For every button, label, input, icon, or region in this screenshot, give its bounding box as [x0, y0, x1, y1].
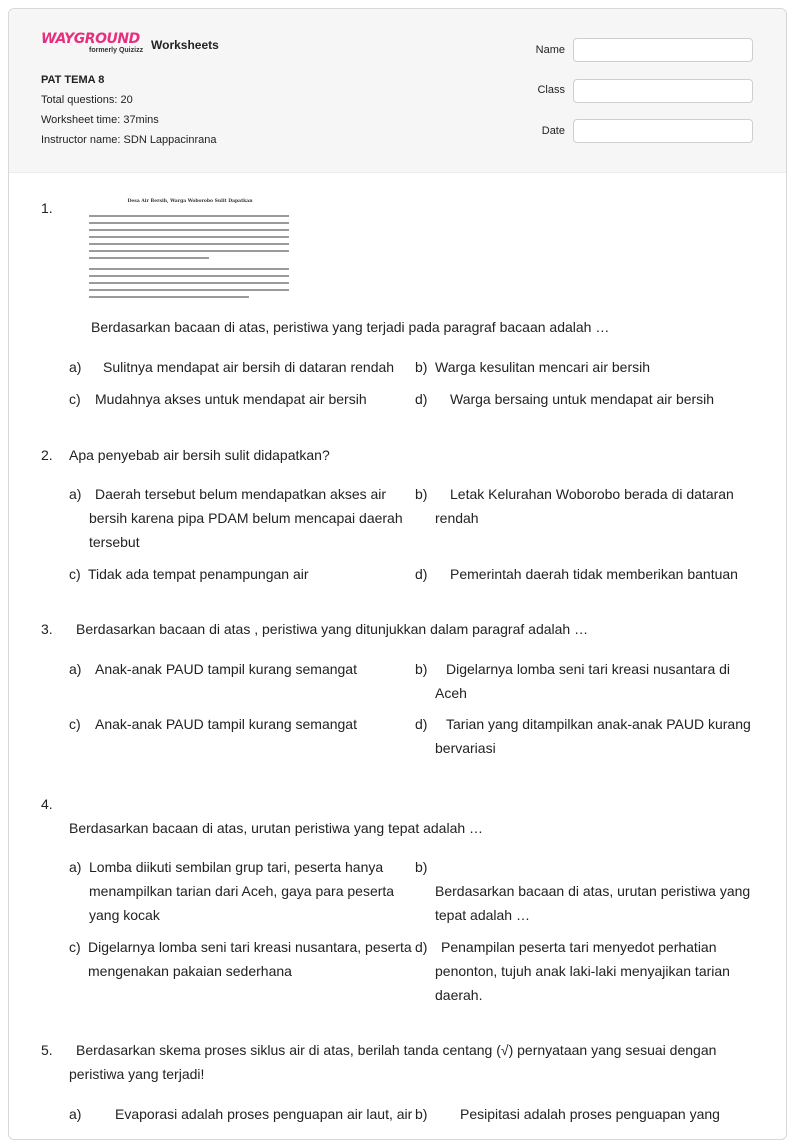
worksheet-page [8, 8, 787, 1140]
option-text: Aceh [435, 685, 467, 701]
passage-text-line [89, 268, 289, 270]
question-5 [9, 1038, 786, 1086]
question-text: Berdasarkan bacaan di atas, urutan peristiwa yang tepat adalah … [69, 820, 484, 836]
question-4 [9, 792, 786, 840]
option-letter: d) [415, 716, 428, 732]
option-text: Sulitnya mendapat air bersih di dataran rendah [103, 359, 395, 375]
option-letter: b) [415, 359, 428, 375]
option-letter: a) [69, 859, 82, 875]
wayground-logo [41, 31, 145, 59]
option-text: daerah. [435, 987, 483, 1003]
option-letter: a) [69, 359, 82, 375]
name-label: Name [535, 44, 565, 56]
question-number: 4. [41, 796, 53, 812]
option-text: Lomba diikuti sembilan grup tari, peserta hanya [89, 859, 384, 875]
option-5b[interactable] [415, 1102, 755, 1126]
instructor-name: Instructor name: SDN Lappacinrana [41, 134, 217, 146]
option-text: Anak-anak PAUD tampil kurang semangat [95, 661, 357, 677]
option-text: Anak-anak PAUD tampil kurang semangat [95, 716, 357, 732]
option-text: rendah [435, 510, 479, 526]
passage-text-line [89, 296, 249, 298]
logo-wordmark: WAYGROUND [41, 31, 140, 47]
question-2 [9, 443, 786, 467]
passage-text-line [89, 229, 289, 231]
option-2a[interactable] [69, 482, 409, 554]
option-text: Daerah tersebut belum mendapatkan akses air [95, 486, 387, 502]
option-letter: b) [415, 859, 428, 875]
question-text: Apa penyebab air bersih sulit didapatkan? [69, 447, 330, 463]
option-4c[interactable] [69, 935, 412, 983]
class-label: Class [537, 84, 565, 96]
option-3d[interactable] [415, 712, 755, 760]
question-3 [9, 617, 786, 641]
option-letter: c) [69, 566, 81, 582]
option-letter: d) [415, 939, 428, 955]
worksheet-title: PAT TEMA 8 [41, 74, 105, 86]
option-text: mengenakan pakaian sederhana [88, 963, 292, 979]
worksheet-time: Worksheet time: 37mins [41, 114, 159, 126]
option-text: Digelarnya lomba seni tari kreasi nusantara di [446, 661, 731, 677]
passage-text-line [89, 243, 289, 245]
option-text: yang kocak [89, 907, 160, 923]
option-letter: c) [69, 716, 81, 732]
option-text: Mudahnya akses untuk mendapat air bersih [95, 391, 367, 407]
option-text: tepat adalah … [435, 907, 530, 923]
option-2d[interactable] [415, 562, 755, 586]
option-letter: b) [415, 661, 428, 677]
passage-title: Desa Air Bersih, Warga Woborobo Sulit Dapatkan [127, 199, 253, 204]
option-text: bervariasi [435, 740, 496, 756]
passage-text-line [89, 222, 289, 224]
option-4b[interactable] [415, 855, 755, 927]
option-letter: d) [415, 566, 428, 582]
option-1a[interactable] [69, 355, 399, 379]
question-number: 5. [41, 1042, 53, 1058]
question-number: 1. [41, 200, 53, 216]
option-letter: c) [69, 939, 81, 955]
date-label: Date [541, 125, 565, 137]
question-number: 2. [41, 447, 53, 463]
option-text: penonton, tujuh anak laki-laki menyajikan tarian [435, 963, 730, 979]
total-questions: Total questions: 20 [41, 94, 133, 106]
passage-text-line [89, 289, 289, 291]
option-letter: c) [69, 391, 81, 407]
option-text: Digelarnya lomba seni tari kreasi nusantara, peserta [88, 939, 412, 955]
option-4d[interactable] [415, 935, 755, 1007]
option-text: Penampilan peserta tari menyedot perhatian [441, 939, 717, 955]
option-text: Berdasarkan bacaan di atas, urutan peristiwa yang [435, 883, 751, 899]
question-number: 3. [41, 621, 53, 637]
option-letter: b) [415, 486, 428, 502]
logo-subtitle: formerly Quizizz [89, 47, 144, 54]
option-1c[interactable] [69, 387, 399, 411]
option-text: bersih karena pipa PDAM belum mencapai daerah [89, 510, 403, 526]
option-letter: a) [69, 1106, 82, 1122]
option-3b[interactable] [415, 657, 755, 705]
passage-text-line [89, 257, 209, 259]
class-field[interactable] [573, 79, 753, 103]
question-text: Berdasarkan bacaan di atas , peristiwa yang ditunjukkan dalam paragraf adalah … [76, 621, 589, 637]
option-text: Evaporasi adalah proses penguapan air laut, air [115, 1106, 413, 1122]
option-text: tersebut [89, 534, 140, 550]
option-letter: a) [69, 486, 82, 502]
brand-label: Worksheets [151, 38, 219, 52]
passage-text-line [89, 275, 289, 277]
option-2b[interactable] [415, 482, 755, 530]
passage-image [87, 199, 293, 299]
option-1b[interactable] [415, 355, 745, 379]
option-letter: b) [415, 1106, 428, 1122]
passage-text-line [89, 282, 289, 284]
option-text: Pemerintah daerah tidak memberikan bantuan [450, 566, 738, 582]
option-3c[interactable] [69, 712, 409, 736]
option-text: Letak Kelurahan Woborobo berada di dataran [450, 486, 734, 502]
name-field[interactable] [573, 38, 753, 62]
question-text: Berdasarkan skema proses siklus air di atas, berilah tanda centang (√) pernyataan yang sesuai dengan [76, 1042, 717, 1058]
option-text: Tidak ada tempat penampungan air [88, 566, 309, 582]
option-text: menampilkan tarian dari Aceh, gaya para peserta [89, 883, 395, 899]
option-3a[interactable] [69, 657, 409, 681]
option-5a[interactable] [69, 1102, 413, 1126]
question-1-text: Berdasarkan bacaan di atas, peristiwa yang terjadi pada paragraf bacaan adalah … [91, 319, 610, 335]
option-1d[interactable] [415, 387, 745, 411]
option-letter: a) [69, 661, 82, 677]
option-text: Warga kesulitan mencari air bersih [435, 359, 651, 375]
date-field[interactable] [573, 119, 753, 143]
option-text: Tarian yang ditampilkan anak-anak PAUD kurang [446, 716, 751, 732]
option-2c[interactable] [69, 562, 409, 586]
option-4a[interactable] [69, 855, 409, 927]
option-text: Warga bersaing untuk mendapat air bersih [450, 391, 715, 407]
option-letter: d) [415, 391, 428, 407]
worksheet-header [9, 9, 786, 173]
passage-text-line [89, 236, 289, 238]
question-text: peristiwa yang terjadi! [69, 1066, 205, 1082]
passage-text-line [89, 215, 289, 217]
option-text: Pesipitasi adalah proses penguapan yang [460, 1106, 720, 1122]
passage-text-line [89, 250, 289, 252]
